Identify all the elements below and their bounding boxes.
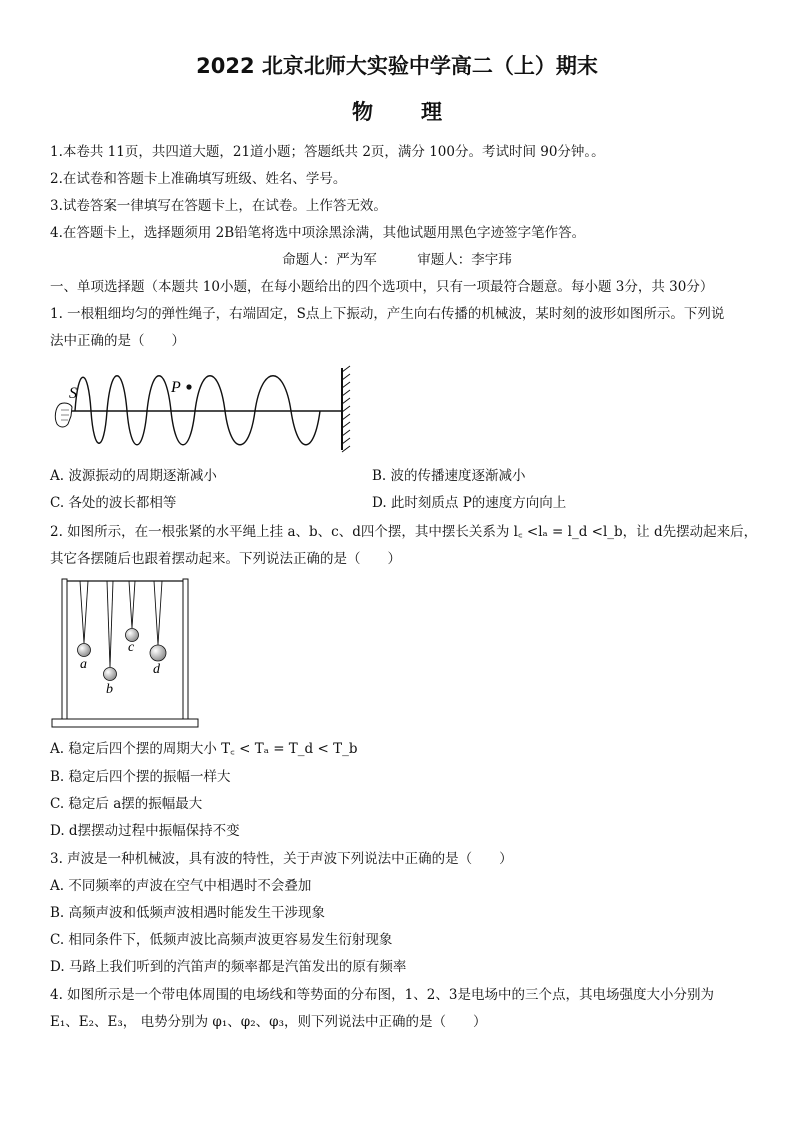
q2-option-a: A. 稳定后四个摆的周期大小 T꜀ < Tₐ = T_d < T_b	[50, 741, 358, 757]
pendulum-figure	[50, 576, 210, 732]
q3-option-c: C. 相同条件下，低频声波比高频声波更容易发生衍射现象	[50, 932, 393, 948]
section-heading: 一、单项选择题（本题共 10小题，在每小题给出的四个选项中，只有一项最符合题意。每小题 3分，共 30分）	[50, 279, 714, 295]
exam-title: 2022 北京北师大实验中学高二（上）期末	[196, 54, 598, 78]
label-a: a	[80, 657, 87, 672]
author-line: 命题人：严为军 审题人：李宇玮	[282, 252, 512, 268]
q4-stem-2: E₁、E₂、E₃， 电势分别为 φ₁、φ₂、φ₃，则下列说法中正确的是（ ）	[50, 1014, 487, 1030]
q3-option-b: B. 高频声波和低频声波相遇时能发生干涉现象	[50, 905, 326, 921]
q1-option-d: D. 此时刻质点 P的速度方向向上	[372, 495, 567, 511]
label-b: b	[106, 682, 113, 697]
subject-title: 物理	[352, 100, 490, 124]
q1-option-c: C. 各处的波长都相等	[50, 495, 177, 511]
label-c: c	[128, 640, 135, 655]
pendulum-d	[150, 645, 166, 661]
wave-figure	[50, 358, 360, 458]
note-4: 4.在答题卡上，选择题须用 2B铅笔将选中项涂黑涂满，其他试题用黑色字迹签字笔作答。	[50, 225, 586, 241]
q1-stem-1: 1. 一根粗细均匀的弹性绳子，右端固定，S点上下振动，产生向右传播的机械波，某时刻的波形如图所示。下列说	[50, 306, 725, 322]
label-d: d	[153, 662, 160, 677]
note-1: 1.本卷共 11页，共四道大题，21道小题；答题纸共 2页，满分 100分。考试时间 90分钟。。	[50, 144, 605, 160]
q3-option-d: D. 马路上我们听到的汽笛声的频率都是汽笛发出的原有频率	[50, 959, 407, 975]
point-p	[186, 384, 191, 389]
q4-stem-1: 4. 如图所示是一个带电体周围的电场线和等势面的分布图，1、2、3是电场中的三个点，其电场强度大小分别为	[50, 987, 714, 1003]
pendulum-a	[78, 644, 91, 657]
q2-stem-1: 2. 如图所示，在一根张紧的水平绳上挂 a、b、c、d四个摆，其中摆长关系为 l꜀ <lₐ = l_d <l_b，让 d先摆动起来后，	[50, 524, 758, 540]
q1-stem-2: 法中正确的是（ ）	[50, 333, 185, 349]
pendulum-b	[104, 668, 117, 681]
q3-stem: 3. 声波是一种机械波，具有波的特性，关于声波下列说法中正确的是（ ）	[50, 851, 513, 867]
label-s: S	[69, 385, 77, 402]
q2-option-d: D. d摆摆动过程中振幅保持不变	[50, 823, 240, 839]
label-p: P	[171, 379, 181, 396]
note-2: 2.在试卷和答题卡上准确填写班级、姓名、学号。	[50, 171, 347, 187]
q1-option-b: B. 波的传播速度逐渐减小	[372, 468, 526, 484]
q1-option-a: A. 波源振动的周期逐渐减小	[50, 468, 217, 484]
q2-stem-2: 其它各摆随后也跟着摆动起来。下列说法正确的是（ ）	[50, 551, 401, 567]
q2-option-c: C. 稳定后 a摆的振幅最大	[50, 796, 203, 812]
wave-curve	[75, 376, 320, 445]
q2-option-b: B. 稳定后四个摆的振幅一样大	[50, 769, 231, 785]
note-3: 3.试卷答案一律填写在答题卡上，在试卷。上作答无效。	[50, 198, 387, 214]
q3-option-a: A. 不同频率的声波在空气中相遇时不会叠加	[50, 878, 312, 894]
